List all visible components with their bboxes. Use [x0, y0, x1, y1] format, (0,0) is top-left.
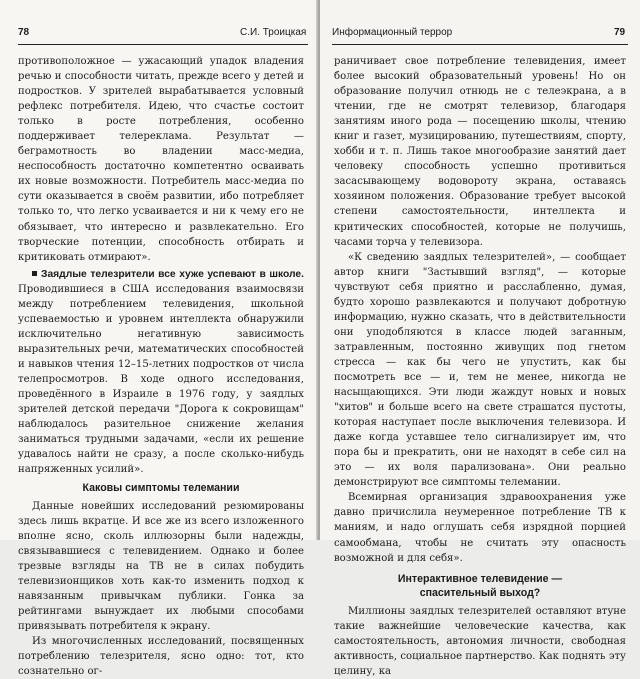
left-bullet-paragraph — [18, 267, 304, 478]
right-heading-line2: спасительный выход? — [419, 587, 541, 600]
bullet-title: Заядлые телезрители все хуже успевают в школе. — [41, 268, 304, 280]
left-paragraph: противоположное — ужасающий упадок владения речью и способности читать, прежде всего у детей и подростков. У зрителей вырабатывается условный рефлекс потребителя. Идею, что счастье состоит только в росте потребления, особенно поддерживает телереклама. Результат — беграмотность во владении масс-медиа, неспособность достаточно компетентно осваивать их новые возможности. Потребитель масс-медиа по сути оказывается в своём развитии, ибо потребляет только то, что легко усваивается и ни к чему его не обязывает, что интересно и развлекательно. Его творческие потенции, способность отбирать и критиковать отмирают». — [18, 56, 304, 263]
right-heading-line1: Интерактивное телевидение — — [397, 572, 563, 585]
left-running-head: С.И. Троицкая — [240, 27, 307, 38]
left-page-number: 78 — [18, 27, 30, 38]
right-header-rule — [332, 44, 628, 45]
bullet-square-icon — [32, 271, 37, 276]
left-page — [0, 0, 318, 678]
right-paragraph: Всемирная организация здравоохранения уже давно причислила неумеренное потребление ТВ к маниям, и надо оглушать себя изрядной порцией самообмана, чтобы не считать эту опасность возможной и для себя». — [334, 492, 626, 564]
right-page — [320, 0, 640, 677]
left-paragraph: Данные новейших исследований резюмированы здесь лишь вкратце. И все же из всего изложенного вполне ясно, сколь иллюзорны были надежды, связывавшиеся с телевидением. Однако и более трезвые взгляды на ТВ не в силах побудить телевизионщиков хоть как-то изменить подход к навязанным привычкам публики. Гонка за рейтингами вынуждает их любыми способами привязывать потребителя к экрану. — [18, 500, 304, 633]
right-page-number: 79 — [614, 27, 626, 38]
right-section-heading — [334, 572, 626, 601]
left-header-rule — [18, 44, 308, 45]
right-paragraph: раничивает свое потребление телевидения, имеет более высокий образовательный уровень! Но он образование получил отнюдь не с телеэкрана, а в чтении, где не смотрят телевизор, благодаря занятиям иного рода — посещению школы, чтению книг и газет, музицированию, путешествиям, спорту, хобби и т. п. Лишь такое многообразие занятий дает человеку способность успешно противиться засасывающему водовороту экрана, оставаясь хозяином положения. Образование требует высокой степени самостоятельности, интеллекта и критических способностей, которые не получишь, часами торча у телевизора. — [334, 56, 626, 248]
bullet-text: Проводившиеся в США исследования взаимосвязи между потреблением телевидения, школьной успеваемостью и уровнем интеллекта обнаружили исключительно негативную зависимость выразительных речи, математических способностей и навыков чтения 12–15-летних подростков от числа телепросмотров. В ходе одного исследования, проведённого в Израиле в 1976 году, у заядлых зрителей детской передачи "Дорога к сокровищам" наблюдалось разительное снижение желания заниматься трудными задачами, «если их решение удавалось найти не сразу, а после сколько-нибудь напряженных усилий». — [18, 283, 304, 476]
right-paragraph: Миллионы заядлых телезрителей оставляют втуне такие важнейшие человеческие качества, как самостоятельность, автономия личности, свободная активность, социальное партнерство. Как поднять эту целину, ка — [334, 605, 626, 677]
right-running-head: Информационный террор — [332, 27, 453, 38]
right-paragraph: «К сведению заядлых телезрителей», — сообщает автор книги "Застывший взгляд", — которые чувствуют себя приятно и расслабленно, думая, будто хорошо развлекаются и получают добротную информацию, нужно сказать, что в действительности они уподобляются в классе людей заганным, затравленным, постоянно живущих под гнетом стресса — как бы чего не упустить, как бы посмотреть все — и, тем не менее, никогда не насыщающихся. Эти люди жаждут новых и новых "хитов" и больше всего на свете страшатся пустоты, которая наступает после выключения телевизора. И даже когда уставшее тело сигнализирует им, что пора бы и прекратить, они не находят в себе сил на это — их воля парализована». Они реально демонстрируют все симптомы телемании. — [334, 251, 626, 489]
left-section-heading: Каковы симптомы телемании — [82, 482, 240, 495]
left-paragraph: Из многочисленных исследований, посвященных потреблению телезрителя, ясно одно: тот, кто сознательно ог- — [18, 636, 304, 678]
left-body-text — [18, 54, 304, 679]
right-body-text — [334, 54, 626, 679]
